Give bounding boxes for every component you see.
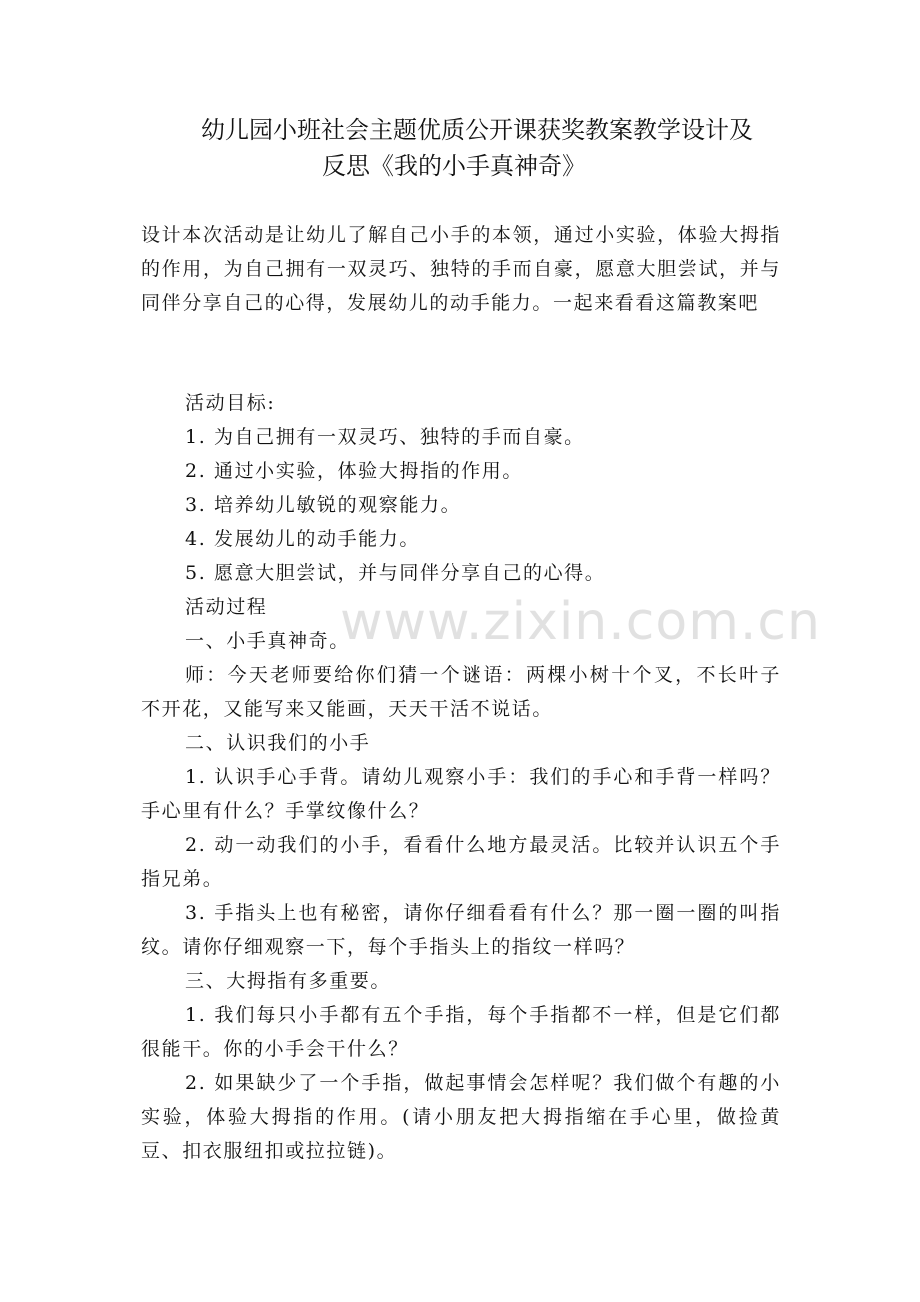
goal-item: 4. 发展幼儿的动手能力。 [185, 528, 420, 550]
watermark: www.zixin.com.cn [340, 592, 821, 652]
goals-heading: 活动目标: [185, 392, 276, 414]
goal-item: 3. 培养幼儿敏锐的观察能力。 [185, 494, 462, 516]
section-3-item: 2. 如果缺少了一个手指，做起事情会怎样呢？我们做个有趣的小实验，体验大拇指的作用。(请小朋友把大拇指缩在手心里，做捡黄豆、扣衣服纽扣或拉拉链)。 [141, 1072, 781, 1162]
intro-paragraph: 设计本次活动是让幼儿了解自己小手的本领，通过小实验，体验大拇指的作用，为自己拥有一双灵巧、独特的手而自豪，愿意大胆尝试，并与同伴分享自己的心得，发展幼儿的动手能力。一起来看看这篇教案吧 [141, 224, 781, 314]
title-line-1: 幼儿园小班社会主题优质公开课获奖教案教学设计及 [201, 116, 753, 144]
section-3-heading: 三、大拇指有多重要。 [185, 970, 392, 992]
section-2-item: 2. 动一动我们的小手，看看什么地方最灵活。比较并认识五个手指兄弟。 [141, 834, 781, 890]
title-line-2: 反思《我的小手真神奇》 [322, 152, 586, 180]
section-2-item: 1. 认识手心手背。请幼儿观察小手：我们的手心和手背一样吗？手心里有什么？手掌纹像什么？ [141, 766, 781, 822]
section-1-text: 师：今天老师要给你们猜一个谜语：两棵小树十个叉，不长叶子不开花，又能写来又能画，天天干活不说话。 [141, 664, 781, 720]
section-2-heading: 二、认识我们的小手 [185, 732, 371, 754]
goal-item: 5. 愿意大胆尝试，并与同伴分享自己的心得。 [185, 562, 606, 584]
section-3-item: 1. 我们每只小手都有五个手指，每个手指都不一样，但是它们都很能干。你的小手会干什么？ [141, 1004, 781, 1060]
section-1-heading: 一、小手真神奇。 [185, 630, 350, 652]
goal-item: 2. 通过小实验，体验大拇指的作用。 [185, 460, 523, 482]
process-heading: 活动过程 [185, 596, 268, 618]
section-2-item: 3. 手指头上也有秘密，请你仔细看看有什么？那一圈一圈的叫指纹。请你仔细观察一下，每个手指头上的指纹一样吗？ [141, 902, 781, 958]
goal-item: 1. 为自己拥有一双灵巧、独特的手而自豪。 [185, 426, 585, 448]
